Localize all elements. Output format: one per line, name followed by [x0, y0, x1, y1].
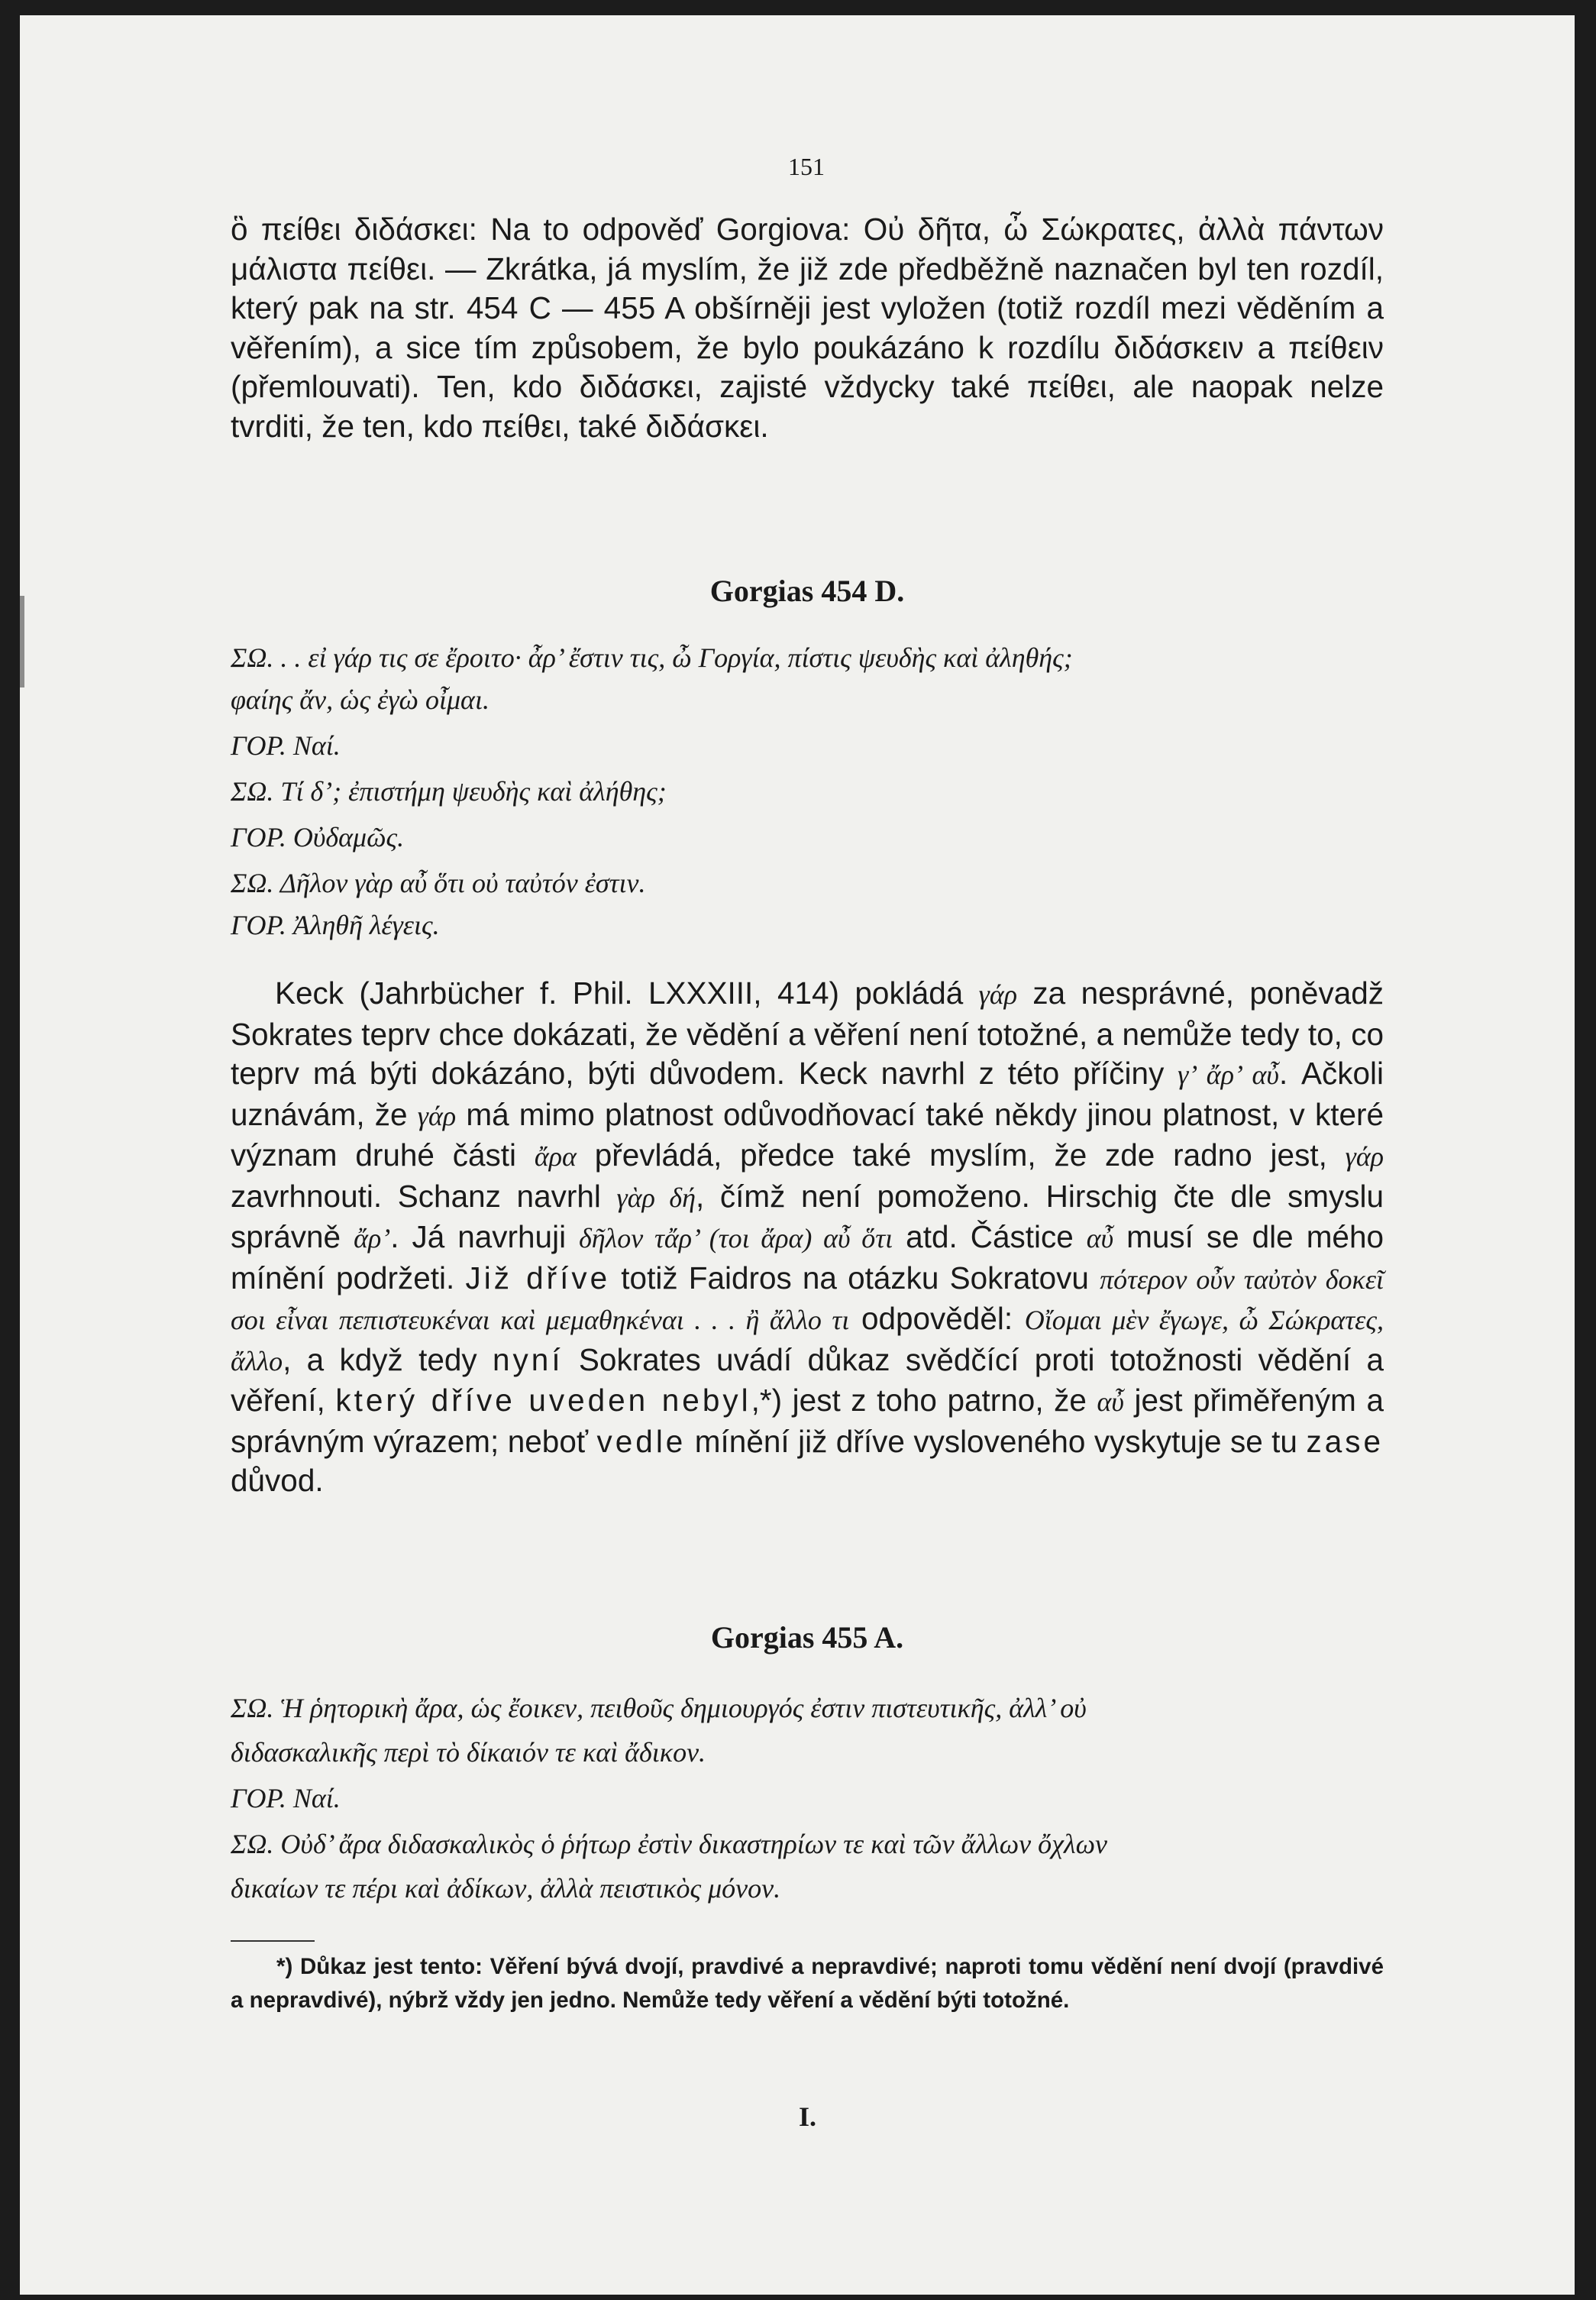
text-run: totiž Faidros na otázku Sokratovu [610, 1260, 1100, 1296]
text-run: atd. Částice [893, 1219, 1087, 1254]
spaced-emphasis: zase [1306, 1423, 1384, 1459]
dialog-line: ΣΩ. Οὐδ’ ἄρα διδασκαλικὸς ὁ ῥήτωρ ἐστὶν δικαστηρίων τε καὶ τῶν ἄλλων ὄχλων [231, 1829, 1107, 1859]
dialog-line: ΓΟΡ. Οὐδαμῶς. [231, 822, 405, 852]
dialog-line: ΓΟΡ. Ναί. [231, 730, 341, 761]
text-run: zavrhnouti. Schanz navrhl [231, 1178, 617, 1214]
greek-run: Οἴομαι μὲν ἔγωγε, ὦ Σώκρατες, ἄλλο [231, 1305, 1384, 1376]
text-run: mínění již dříve vysloveného vyskytuje se tu [686, 1423, 1307, 1459]
greek-run: ἄρ’ [354, 1223, 391, 1254]
greek-run: γ’ ἄρ’ αὖ [1178, 1059, 1279, 1090]
section-heading-455a: Gorgias 455 A. [710, 1620, 904, 1655]
text-run: za nesprávné, poněvadž Sokrates teprv chce dokázati, že vědění a věření není totožné, a nemůže tedy to, co teprv má býti dokázáno, býti důvodem. Keck navrhl z této příčiny [231, 975, 1384, 1091]
dialog-line: ΣΩ. Δῆλον γὰρ αὖ ὅτι οὐ ταὐτόν ἐστιν. [231, 868, 646, 898]
dialog-line: ΓΟΡ. Ναί. [231, 1783, 341, 1813]
text-run: jest přiměřeným a správným výrazem; neboť [231, 1383, 1384, 1459]
text-run: ,*) jest z toho patrno, že [751, 1383, 1097, 1418]
text-run: Sokrates uvádí důkaz svědčící proti totožnosti vědění a věření, [231, 1341, 1384, 1418]
text-run: má mimo platnost odůvodňovací také někdy jinou platnost, v které význam druhé části [231, 1096, 1384, 1173]
text-run: . Já navrhuji [390, 1219, 580, 1254]
dialog-454d [231, 642, 1384, 962]
dialog-line: ΣΩ. Τί δ’; ἐπιστήμη ψευδὴς καὶ ἀλήθης; [231, 776, 667, 807]
scan-edge-mark [20, 596, 24, 687]
text-run: . Ačkoli uznávám, že [231, 1056, 1384, 1132]
greek-run: γὰρ δή [616, 1182, 696, 1213]
greek-run: αὖ [1097, 1386, 1124, 1417]
dialog-line: ΣΩ. . . εἰ γάρ τις σε ἔροιτο· ἆρ’ ἔστιν τις, ὦ Γοργία, πίστις ψευδὴς καὶ ἀληθής; [231, 642, 1073, 673]
footnote: *) Důkaz jest tento: Věření bývá dvojí, pravdivé a nepravdivé; naproti tomu vědění není dvojí (pravdivé a nepravdivé), nýbrž vždy jen jedno. Nemůže tedy věření a vědění býti totožné. [231, 1954, 1384, 2013]
greek-run: ἄρα [534, 1141, 577, 1172]
intro-paragraph: ὃ πείθει διδάσκει: Na to odpověď Gorgiova: Οὐ δῆτα, ὦ Σώκρατες, ἀλλὰ πάντων μάλιστα πείθει. — Zkrátka, já myslím, že již zde předběžně naznačen byl ten rozdíl, který pak na str. 454 C — 455 A obšírněji jest vyložen (totiž rozdíl mezi věděním a věřením), a sice tím způsobem, že bylo poukázáno k rozdílu διδάσκειν a πείθειν (přemlouvati). Ten, kdo διδάσκει, zajisté vždycky také πείθει, ale naopak nelze tvrditi, že ten, kdo πείθει, také διδάσκει. [231, 212, 1384, 444]
greek-run: γάρ [417, 1100, 457, 1131]
commentary-block [231, 974, 1384, 1501]
spaced-emphasis: Již dříve [465, 1260, 611, 1296]
text-run: Keck (Jahrbücher f. Phil. LXXXIII, 414) pokládá [275, 975, 979, 1011]
spaced-emphasis: který dříve uveden nebyl [335, 1383, 751, 1418]
dialog-line: ΣΩ. Ἡ ῥητορικὴ ἄρα, ὡς ἔοικεν, πειθοῦς δημιουργός ἐστιν πιστευτικῆς, ἀλλ’ οὐ [231, 1693, 1087, 1723]
text-run: převládá, předce také myslím, že zde radno jest, [576, 1137, 1346, 1173]
text-run: , a když tedy [283, 1341, 493, 1377]
dialog-line: φαίης ἄν, ὡς ἐγὼ οἶμαι. [231, 684, 489, 715]
text-run: musí se dle mého mínění podržeti. [231, 1219, 1384, 1296]
dialog-line: ΓΟΡ. Ἀληθῆ λέγεις. [231, 910, 440, 940]
greek-run: δῆλον τἄρ’ (τοι ἄρα) αὖ ὅτι [579, 1223, 893, 1254]
greek-run: αὖ [1086, 1223, 1114, 1254]
page-number: 151 [788, 153, 825, 180]
intro-paragraph-block [231, 210, 1384, 446]
greek-run: γάρ [1345, 1141, 1384, 1172]
commentary-paragraph [231, 974, 1384, 1501]
footnote-rule [231, 1940, 315, 1942]
spaced-emphasis: nyní [493, 1341, 564, 1377]
text-run: , čímž není pomoženo. Hirschig čte dle smyslu správně [231, 1178, 1384, 1254]
greek-run: γάρ [978, 979, 1018, 1010]
text-run: důvod. [231, 1463, 324, 1498]
dialog-line: δικαίων τε πέρι καὶ ἀδίκων, ἀλλὰ πειστικὸς μόνον. [231, 1873, 781, 1904]
text-run: odpověděl: [849, 1301, 1025, 1336]
spaced-emphasis: vedle [596, 1423, 687, 1459]
dialog-line: διδασκαλικῆς περὶ τὸ δίκαιόν τε καὶ ἄδικον. [231, 1737, 706, 1768]
dialog-455a [231, 1692, 1384, 1921]
section-heading-454d: Gorgias 454 D. [709, 574, 905, 608]
greek-run: πότερον οὖν ταὐτὸν δοκεῖ σοι εἶναι πεπιστευκέναι καὶ μεμαθηκέναι . . . ἢ ἄλλο τι [231, 1263, 1384, 1335]
signature-mark: I. [799, 2101, 817, 2132]
scanned-page [20, 15, 1575, 2295]
